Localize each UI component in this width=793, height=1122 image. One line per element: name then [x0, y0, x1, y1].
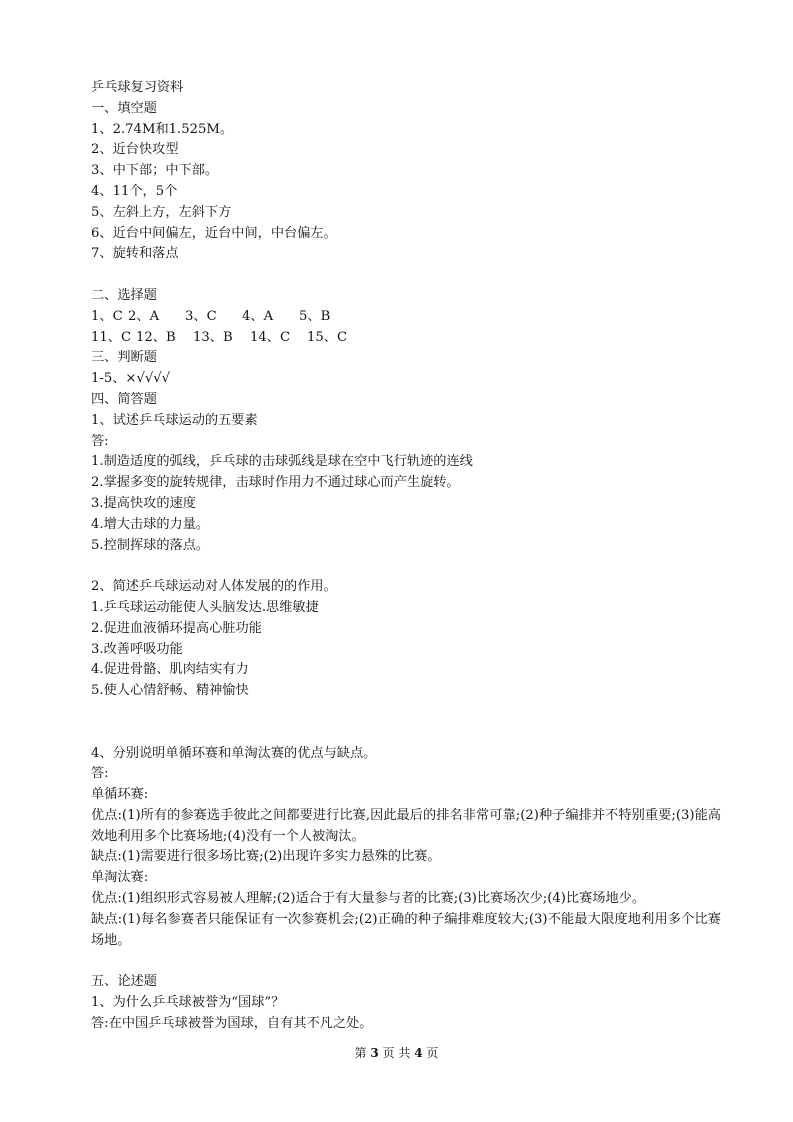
- spacer: [91, 951, 721, 972]
- fill-answer: 3、中下部；中下部。: [91, 163, 219, 179]
- footer-suffix: 页: [426, 1046, 439, 1060]
- fill-answer: 5、左斜上方，左斜下方: [91, 204, 232, 220]
- answer-point: 4.促进骨骼、肌肉结实有力: [91, 662, 249, 678]
- total-pages-number: 4: [414, 1046, 423, 1060]
- knockout-pros: 优点:(1)组织形式容易被人理解;(2)适合于有大量参与者的比赛;(3)比赛场次少;(4)比赛场地少。: [91, 891, 646, 907]
- fill-answer: 2、近台快攻型: [91, 142, 179, 158]
- fill-answer: 6、近台中间偏左，近台中间，中台偏左。: [91, 225, 337, 241]
- choice-answer: 12、B: [136, 329, 176, 345]
- choice-answer: 14、C: [250, 329, 291, 345]
- judgement-answer: 1-5、×√√√√: [91, 371, 171, 387]
- spacer: [91, 265, 721, 286]
- answer-point: 2.促进血液循环提高心脏功能: [91, 620, 262, 636]
- section-2-heading: 二、选择题: [91, 287, 157, 303]
- footer-prefix: 第: [354, 1046, 367, 1060]
- section-1-heading: 一、填空题: [91, 100, 157, 116]
- choice-answer: 2、A: [128, 308, 160, 324]
- answer-point: 2.掌握多变的旋转规律，击球时作用力不通过球心而产生旋转。: [91, 475, 460, 491]
- spacer: [91, 556, 721, 577]
- answer-point: 4.增大击球的力量。: [91, 516, 210, 532]
- section-3-heading: 三、判断题: [91, 350, 157, 366]
- spacer: [91, 702, 721, 744]
- current-page-number: 3: [370, 1046, 379, 1060]
- section-5-heading: 五、论述题: [91, 974, 157, 990]
- essay-answer: 答:在中国乒乓球被誉为国球，自有其不凡之处。: [91, 1015, 373, 1031]
- fill-answer: 7、旋转和落点: [91, 246, 179, 262]
- choice-answer: 1、C: [91, 308, 123, 324]
- answer-point: 5.控制挥球的落点。: [91, 537, 210, 553]
- question-1: 1、试述乒乓球运动的五要素: [91, 412, 258, 428]
- choice-answer: 4、A: [242, 308, 274, 324]
- document-body: [91, 78, 721, 1035]
- section-4-heading: 四、简答题: [91, 391, 157, 407]
- choice-answer: 3、C: [185, 308, 217, 324]
- fill-answer: 4、11个，5个: [91, 183, 178, 199]
- choice-answer: 5、B: [299, 308, 331, 324]
- page-footer: [0, 1045, 793, 1061]
- choice-answers-row-1: [91, 307, 721, 328]
- round-robin-label: 单循环赛:: [91, 787, 149, 803]
- question-2: 2、简述乒乓球运动对人体发展的的作用。: [91, 579, 337, 595]
- knockout-label: 单淘汰赛:: [91, 870, 149, 886]
- answer-label: 答:: [91, 766, 109, 782]
- choice-answers-row-2: [91, 328, 721, 349]
- answer-point: 3.提高快攻的速度: [91, 495, 196, 511]
- round-robin-pros: 优点:(1)所有的参赛选手彼此之间都要进行比赛,因此最后的排名非常可靠;(2)种子编排并不特别重要;(3)能高效地利用多个比赛场地;(4)没有一个人被淘汰。: [91, 807, 721, 844]
- document-title: 乒乓球复习资料: [91, 80, 184, 95]
- answer-point: 1.制造适度的弧线，乒乓球的击球弧线是球在空中飞行轨迹的连线: [91, 454, 473, 470]
- answer-point: 3.改善呼吸功能: [91, 641, 183, 657]
- round-robin-cons: 缺点:(1)需要进行很多场比赛;(2)出现许多实力悬殊的比赛。: [91, 849, 441, 865]
- choice-answer: 15、C: [307, 329, 348, 345]
- fill-answer: 1、2.74M和1.525M。: [91, 121, 234, 137]
- answer-label: 答:: [91, 433, 109, 449]
- footer-middle: 页 共: [382, 1046, 411, 1060]
- question-4: 4、分别说明单循环赛和单淘汰赛的优点与缺点。: [91, 745, 377, 761]
- knockout-cons: 缺点:(1)每名参赛者只能保证有一次参赛机会;(2)正确的种子编排难度较大;(3)不能最大限度地利用多个比赛场地。: [91, 911, 721, 948]
- choice-answer: 11、C: [91, 329, 132, 345]
- choice-answer: 13、B: [193, 329, 233, 345]
- answer-point: 1.乒乓球运动能使人头脑发达.思维敏捷: [91, 599, 319, 615]
- essay-question-1: 1、为什么乒乓球被誉为“国球”？: [91, 995, 285, 1011]
- answer-point: 5.使人心情舒畅、精神愉快: [91, 683, 249, 699]
